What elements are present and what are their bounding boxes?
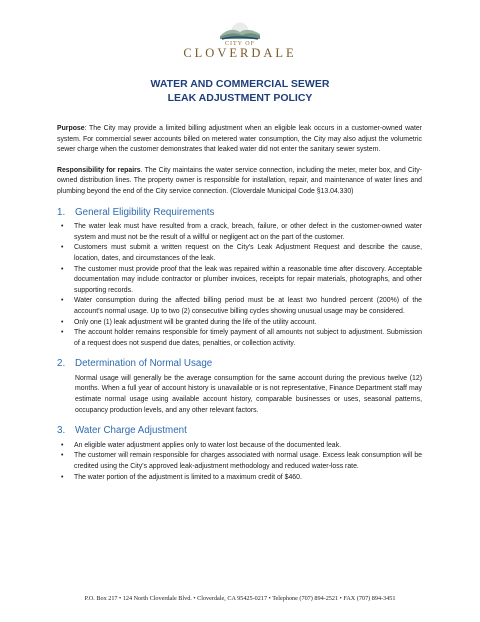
bullet-icon: •	[61, 265, 64, 273]
title-line-1: WATER AND COMMERCIAL SEWER	[150, 78, 330, 90]
page-title	[0, 77, 480, 105]
section-heading-water-charge: 3. Water Charge Adjustment	[57, 425, 187, 437]
bullet-icon: •	[61, 297, 64, 305]
water-charge-list	[57, 441, 422, 483]
city-logo	[0, 22, 480, 61]
policy-body	[57, 124, 422, 483]
purpose-text: : The City may provide a limited billing adjustment when an eligible leak occurs in a customer-owned water system. For commercial sewer accounts billed on metered water consumption, the City may also adjust the volumetric sewer charge when the customer demonstrates that leaked water did not enter the sanitary sewer system.	[57, 125, 422, 154]
purpose-label: Purpose	[57, 125, 85, 132]
title-line-2: LEAK ADJUSTMENT POLICY	[167, 92, 313, 104]
list-item: • The account holder remains responsible for timely payment of all amounts not subject to adjustment. Submission of a request does not suspend due dates, penalties, or collection activity.	[61, 329, 422, 347]
page-footer: P.O. Box 217 • 124 North Cloverdale Blvd. • Cloverdale, CA 95425-0217 • Telephone (707) 894-2521 • FAX (707) 894-3451	[84, 595, 396, 602]
purpose-paragraph	[57, 124, 422, 156]
section-heading-normal-usage: 2. Determination of Normal Usage	[57, 358, 213, 370]
hills-logo-icon	[218, 22, 262, 42]
bullet-icon: •	[61, 452, 64, 460]
repairs-paragraph	[57, 166, 422, 198]
normal-usage-paragraph: Normal usage will generally be the average consumption for the same account during the previous twelve (12) months. When a full year of account history is unavailable or is not representative, Finance Department staff may estimate normal usage using available account history, comparable businesses or uses, seasonal patterns, occupancy production levels, and any other relevant factors.	[75, 374, 422, 414]
list-item: • Customers must submit a written request on the City’s Leak Adjustment Request and describe the cause, location, dates, and circumstances of the leak.	[61, 244, 422, 262]
logo-city-name: CLOVERDALE	[183, 46, 297, 60]
list-item: • Water consumption during the affected billing period must be at least two hundred percent (200%) of the account’s normal usage. Up to two (2) consecutive billing cycles showing unusual usage may be considered.	[61, 297, 422, 315]
list-item: • The customer must provide proof that the leak was repaired within a reasonable time after discovery. Acceptable documentation may include contractor or plumber invoices, receipts for repair materials, photographs, and other supporting records.	[61, 265, 422, 294]
logo-city-of: CITY OF	[225, 41, 255, 47]
eligibility-list	[57, 222, 422, 349]
bullet-icon: •	[61, 329, 64, 337]
repairs-text: . The City maintains the water service connection, including the meter, meter box, and City-owned distribution lines. The property owner is responsible for installation, repair, and maintenance of water lines and plumbing beyond the end of the City service connection. (Cloverdale Municipal Code §13.04.330)	[57, 166, 422, 195]
bullet-icon: •	[61, 318, 64, 326]
list-item: • The water portion of the adjustment is limited to a maximum credit of $460.	[57, 473, 422, 484]
section-heading-eligibility: 1. General Eligibility Requirements	[57, 206, 215, 218]
list-item: • An eligible water adjustment applies only to water lost because of the documented leak.	[57, 441, 422, 452]
list-item: • The water leak must have resulted from a crack, breach, failure, or other defect in the customer-owned water system and must not be the result of a willful or negligent act on the part of the customer.	[61, 223, 422, 241]
bullet-icon: •	[61, 223, 64, 231]
bullet-icon: •	[61, 244, 64, 252]
list-item: • Only one (1) leak adjustment will be granted during the life of the utility account.	[57, 318, 422, 329]
bullet-icon: •	[61, 473, 64, 481]
repairs-label: Responsibility for repairs	[57, 166, 141, 174]
bullet-icon: •	[61, 441, 64, 449]
list-item: • The customer will remain responsible for charges associated with normal usage. Excess leak consumption will be credited using the City’s approved leak-adjustment methodology and reduced water-loss rate.	[61, 452, 422, 471]
